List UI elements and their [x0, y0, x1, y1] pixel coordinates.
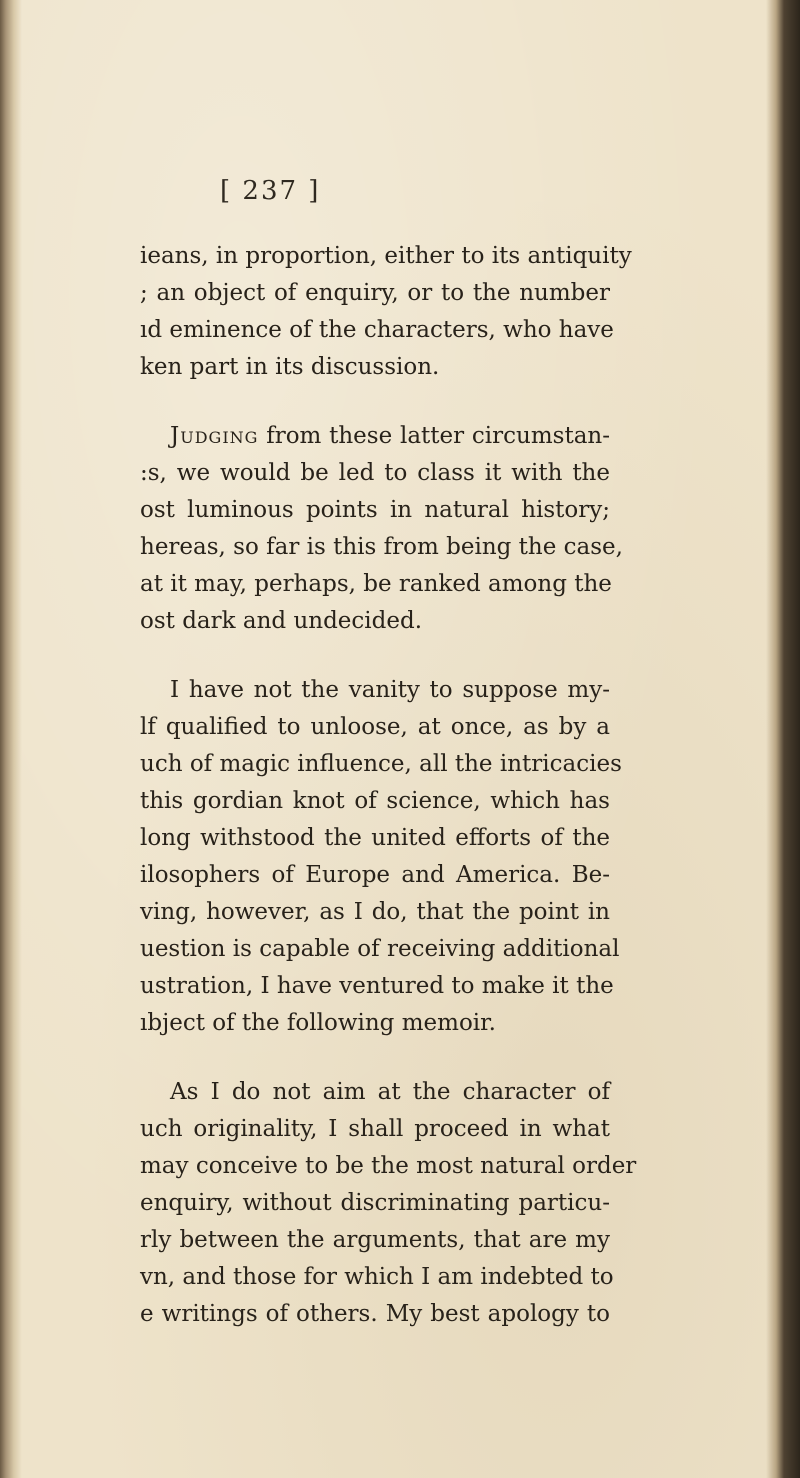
paragraph-gap	[140, 640, 610, 672]
text-line: ıbject of the following memoir.	[140, 1010, 496, 1036]
text-line: ving, however, as I do, that the point in	[140, 899, 610, 925]
binding-gutter	[0, 0, 22, 1478]
text-line: vn, and those for which I am indebted to	[140, 1264, 614, 1290]
paragraph-1	[140, 238, 632, 386]
text-line: long withstood the united efforts of the	[140, 825, 610, 851]
paragraph-gap	[140, 386, 610, 418]
text-line: may conceive to be the most natural order	[140, 1153, 637, 1179]
text-line	[140, 418, 610, 455]
text-line: ilosophers of Europe and America. Be-	[140, 862, 610, 888]
text-line: uch of magic influence, all the intricacies	[140, 751, 622, 777]
text-line: uestion is capable of receiving additional	[140, 936, 620, 962]
paragraph-4	[140, 1074, 637, 1333]
text-line: rly between the arguments, that are my	[140, 1227, 610, 1253]
text-line: ost luminous points in natural history;	[140, 497, 610, 523]
body-text	[140, 238, 637, 1333]
lead-word-small-caps: Judging	[170, 423, 259, 449]
text-line: I have not the vanity to suppose my-	[170, 677, 610, 703]
text-line: e writings of others. My best apology to	[140, 1301, 610, 1327]
text-line: enquiry, without discriminating particu-	[140, 1190, 610, 1216]
text-line: As I do not aim at the character of	[170, 1079, 610, 1105]
page-number: [ 237 ]	[220, 176, 321, 206]
text-line: ieans, in proportion, either to its antiquity	[140, 243, 632, 269]
text-line: at it may, perhaps, be ranked among the	[140, 571, 612, 597]
text-line: this gordian knot of science, which has	[140, 788, 610, 814]
text-line: :s, we would be led to class it with the	[140, 460, 610, 486]
text-line: ustration, I have ventured to make it the	[140, 973, 614, 999]
page-edge-shadow	[766, 0, 800, 1478]
text-line: ken part in its discussion.	[140, 354, 440, 380]
paragraph-2	[140, 418, 623, 640]
text-line: ost dark and undecided.	[140, 608, 423, 634]
text-line: lf qualified to unloose, at once, as by a	[140, 714, 610, 740]
text-line: ıd eminence of the characters, who have	[140, 317, 614, 343]
text-line: ; an object of enquiry, or to the number	[140, 280, 610, 306]
text-run: from these latter circumstan-	[258, 423, 610, 449]
paragraph-gap	[140, 1042, 610, 1074]
paragraph-3	[140, 672, 622, 1042]
text-line: uch originality, I shall proceed in what	[140, 1116, 610, 1142]
text-line: hereas, so far is this from being the case,	[140, 534, 623, 560]
